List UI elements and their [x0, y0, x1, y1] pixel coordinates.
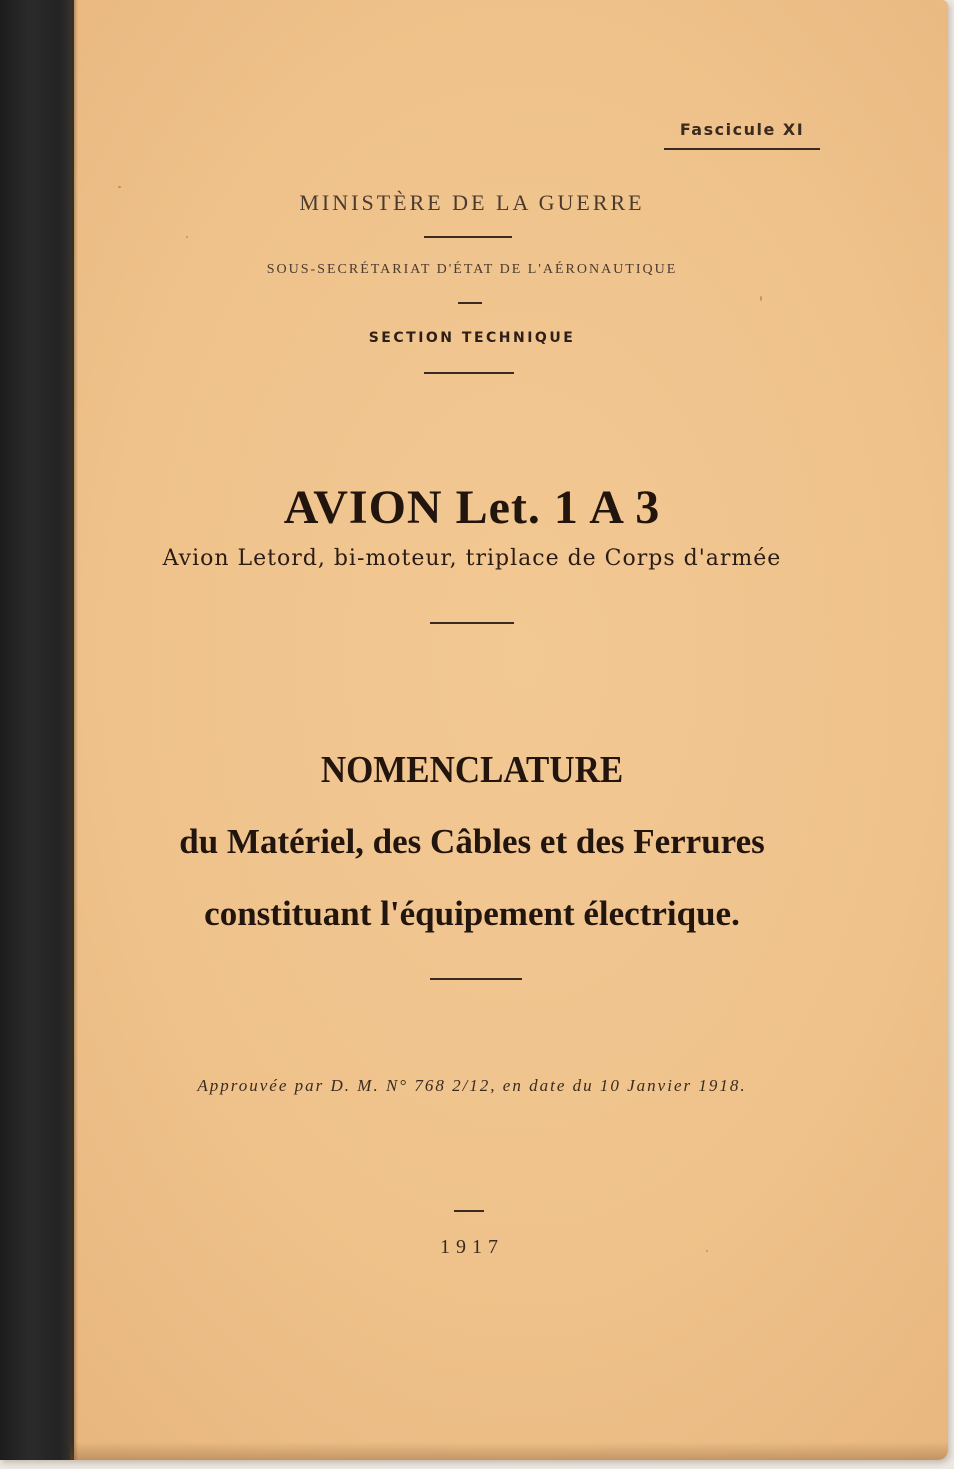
divider-rule [458, 302, 482, 304]
paper-speck [760, 296, 762, 301]
nomenclature-heading: NOMENCLATURE [320, 749, 624, 791]
divider-rule [424, 372, 514, 374]
paper-speck [706, 1250, 708, 1252]
ministry-heading: MINISTÈRE DE LA GUERRE [299, 190, 645, 215]
fascicule-underline [664, 148, 820, 150]
aircraft-subtitle: Avion Letord, bi-moteur, triplace de Corps d'armée [162, 546, 782, 571]
approval-note: Approuvée par D. M. N° 768 2/12, en date du 10 Janvier 1918. [197, 1076, 747, 1095]
nomenclature-line-2: du Matériel, des Câbles et des Ferrures [179, 822, 765, 861]
divider-rule [454, 1210, 484, 1212]
divider-rule [424, 236, 512, 238]
page-bottom-edge [70, 1442, 948, 1460]
publication-year: 1917 [440, 1236, 504, 1258]
binding-spine [0, 0, 74, 1460]
nomenclature-line-3: constituant l'équipement électrique. [204, 894, 740, 933]
aircraft-title: AVION Let. 1 A 3 [283, 481, 661, 534]
section-heading: SECTION TECHNIQUE [368, 330, 576, 346]
sub-secretariat-heading: SOUS-SECRÉTARIAT D'ÉTAT DE L'AÉRONAUTIQUE [266, 262, 678, 277]
fascicule-label: Fascicule XI [679, 120, 805, 139]
divider-rule [430, 978, 522, 980]
divider-rule [430, 622, 514, 624]
paper-speck [186, 236, 188, 238]
paper-speck [118, 186, 121, 188]
